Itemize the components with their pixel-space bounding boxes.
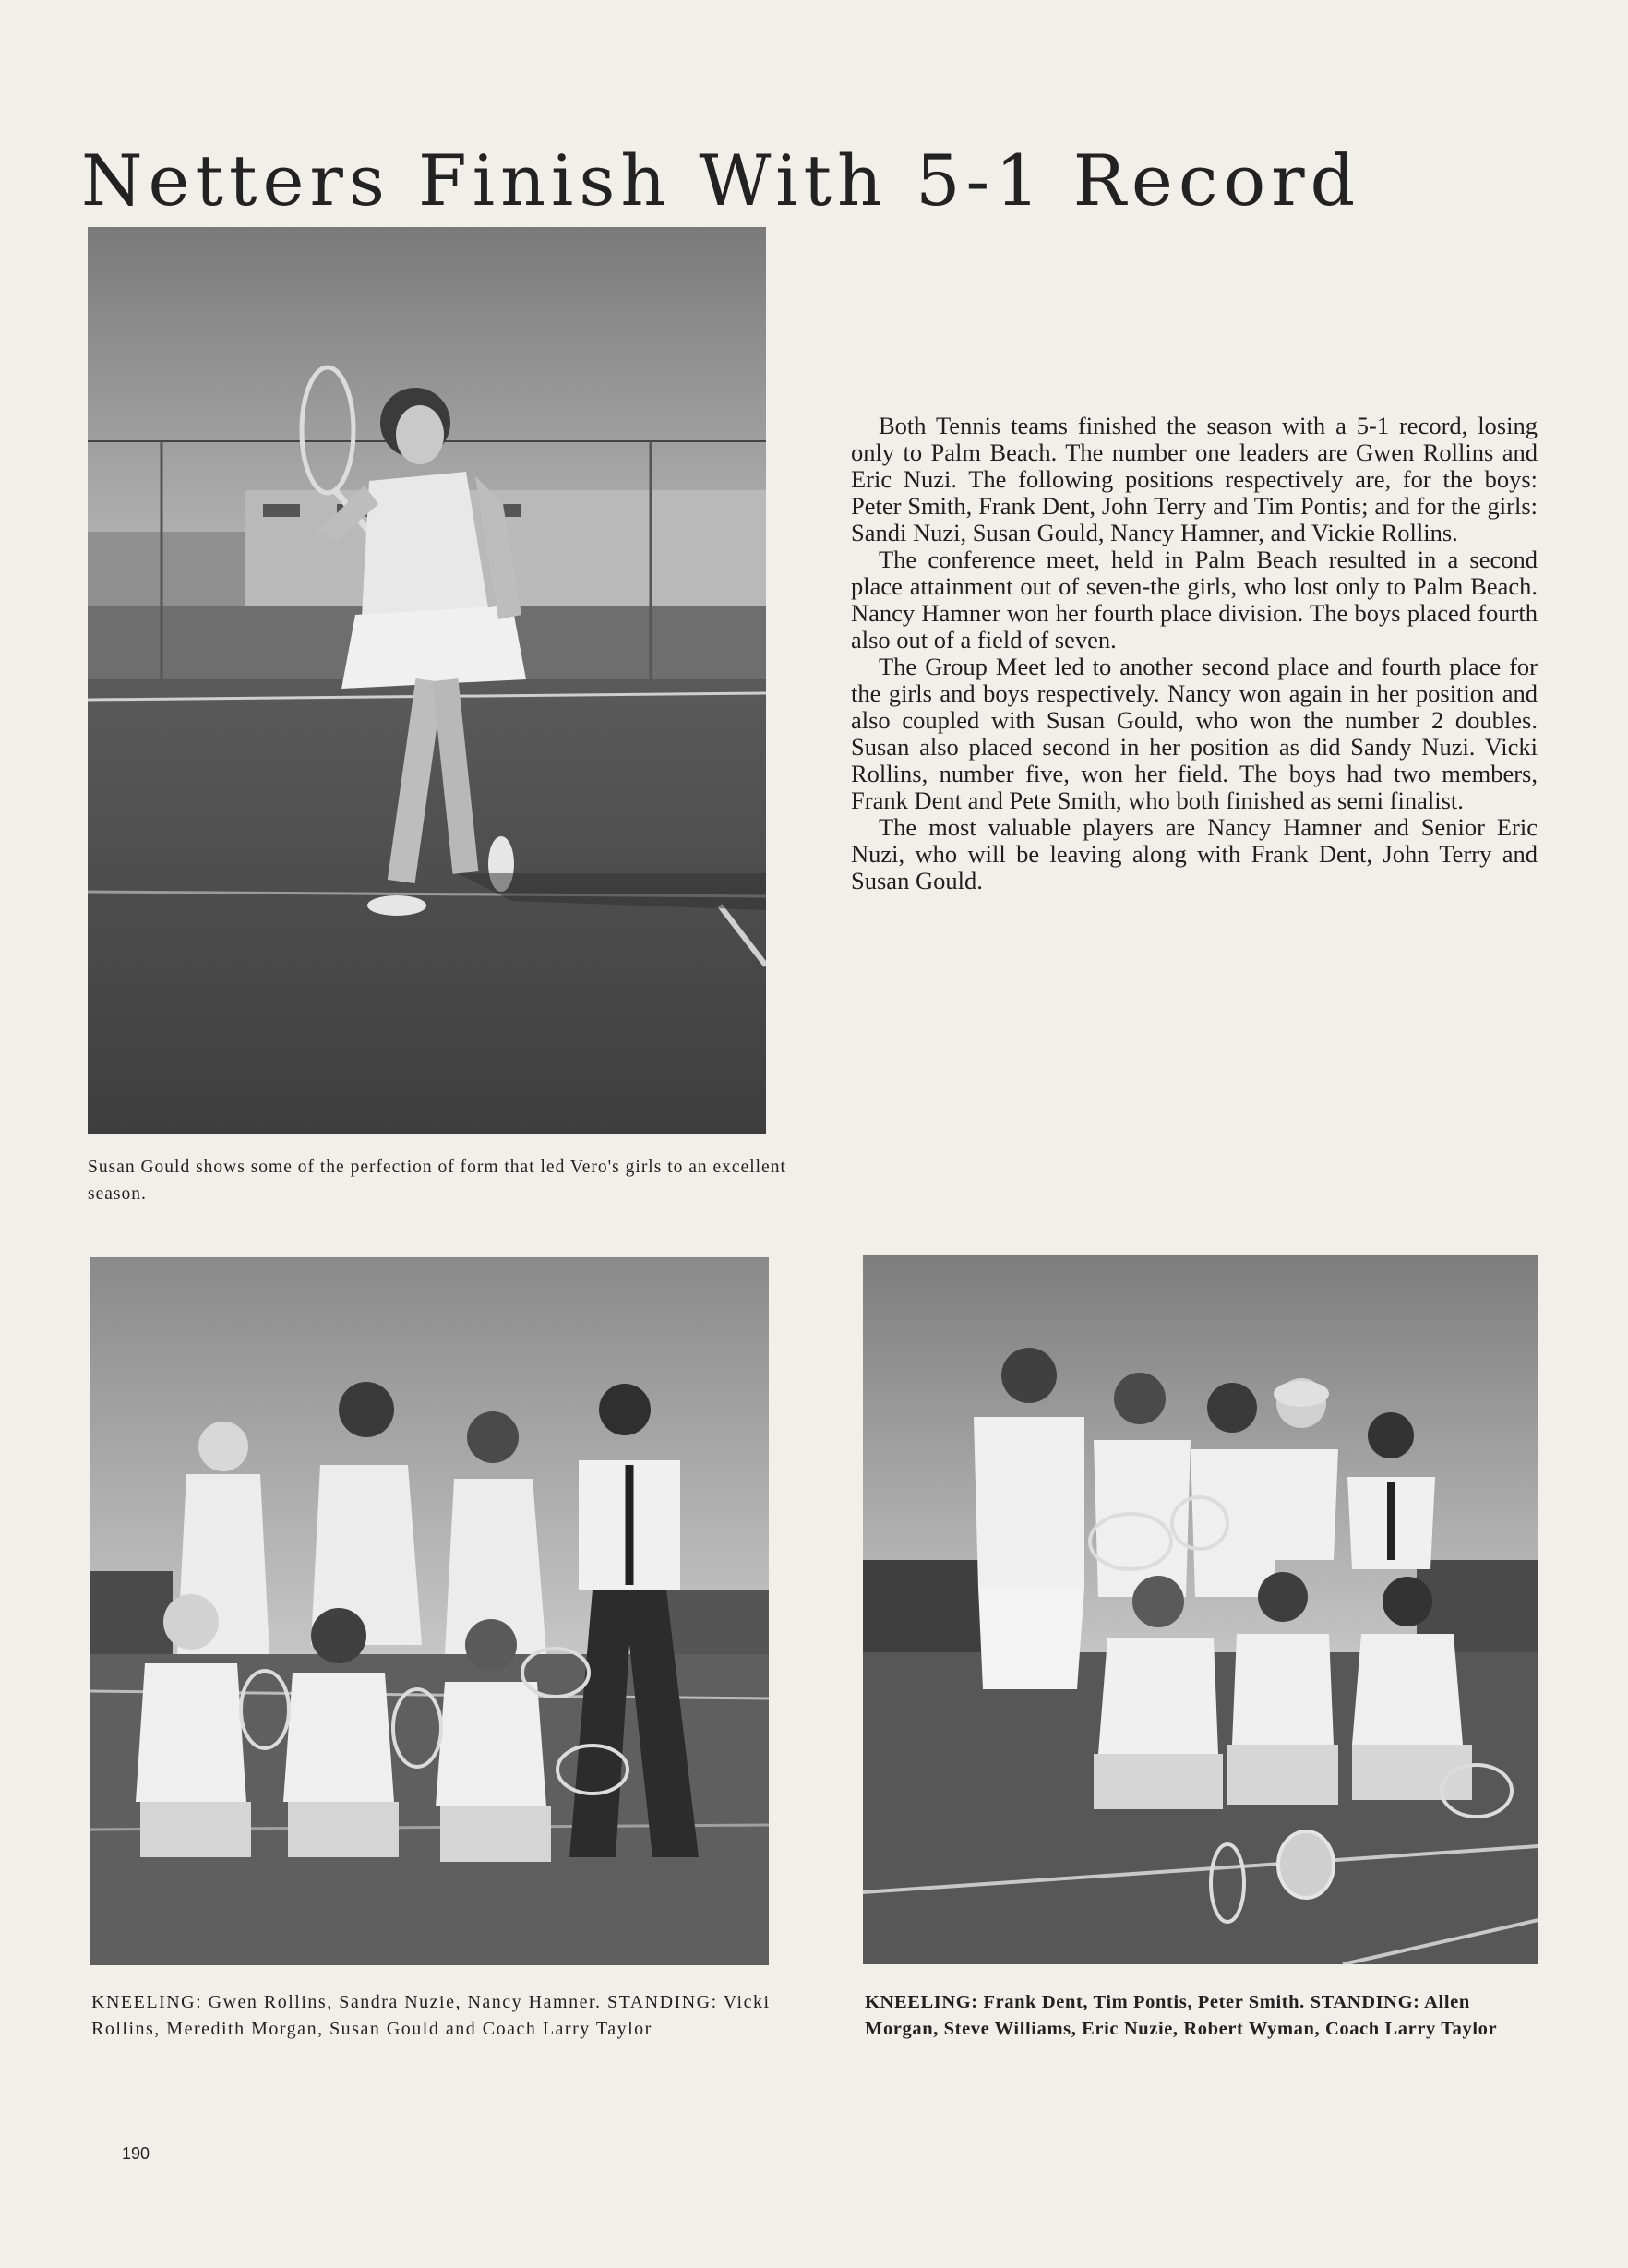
article-paragraph: Both Tennis teams finished the season with a 5-1 record, losing only to Palm Beach. The number one leaders are Gwen Rollins and Eric Nuzi. The following positions respectively are, for the boys: Peter Smith, Frank Dent, John Terry and Tim Pontis; and for the girls: Sandi Nuzi, Susan Gould, Nancy Hamner, and Vickie Rollins. xyxy=(851,412,1538,546)
photo-boys-team xyxy=(863,1255,1538,1964)
article-paragraph: The conference meet, held in Palm Beach resulted in a second place attainment out of seven-the girls, who lost only to Palm Beach. Nancy Hamner won her fourth place division. The boys placed fourth also out of a field of seven. xyxy=(851,546,1538,654)
article-paragraph: The Group Meet led to another second place and fourth place for the girls and boys respectively. Nancy won again in her position and also coupled with Susan Gould, who won the number 2 doubles. Susan also placed second in her position as did Sandy Nuzi. Vicki Rollins, number five, won her field. The boys had two members, Frank Dent and Pete Smith, who both finished as semi finalist. xyxy=(851,653,1538,814)
photo-girls-team xyxy=(90,1257,769,1965)
caption-top-photo: Susan Gould shows some of the perfection of form that led Vero's girls to an excellent season. xyxy=(88,1158,786,1204)
photo-player-with-racket xyxy=(88,227,766,1134)
headline: Netters Finish With 5-1 Record xyxy=(81,138,1361,222)
article-paragraph: The most valuable players are Nancy Hamner and Senior Eric Nuzi, who will be leaving along with Frank Dent, John Terry and Susan Gould. xyxy=(851,813,1538,894)
page-number: 190 xyxy=(122,2144,150,2163)
caption-boys-team: KNEELING: Frank Dent, Tim Pontis, Peter Smith. STANDING: Allen Morgan, Steve Williams, Eric Nuzie, Robert Wyman, Coach Larry Taylor xyxy=(865,1992,1498,2039)
caption-girls-team: KNEELING: Gwen Rollins, Sandra Nuzie, Nancy Hamner. STANDING: Vicki Rollins, Meredith Morgan, Susan Gould and Coach Larry Taylor xyxy=(91,1992,771,2039)
article-body xyxy=(851,413,1538,894)
